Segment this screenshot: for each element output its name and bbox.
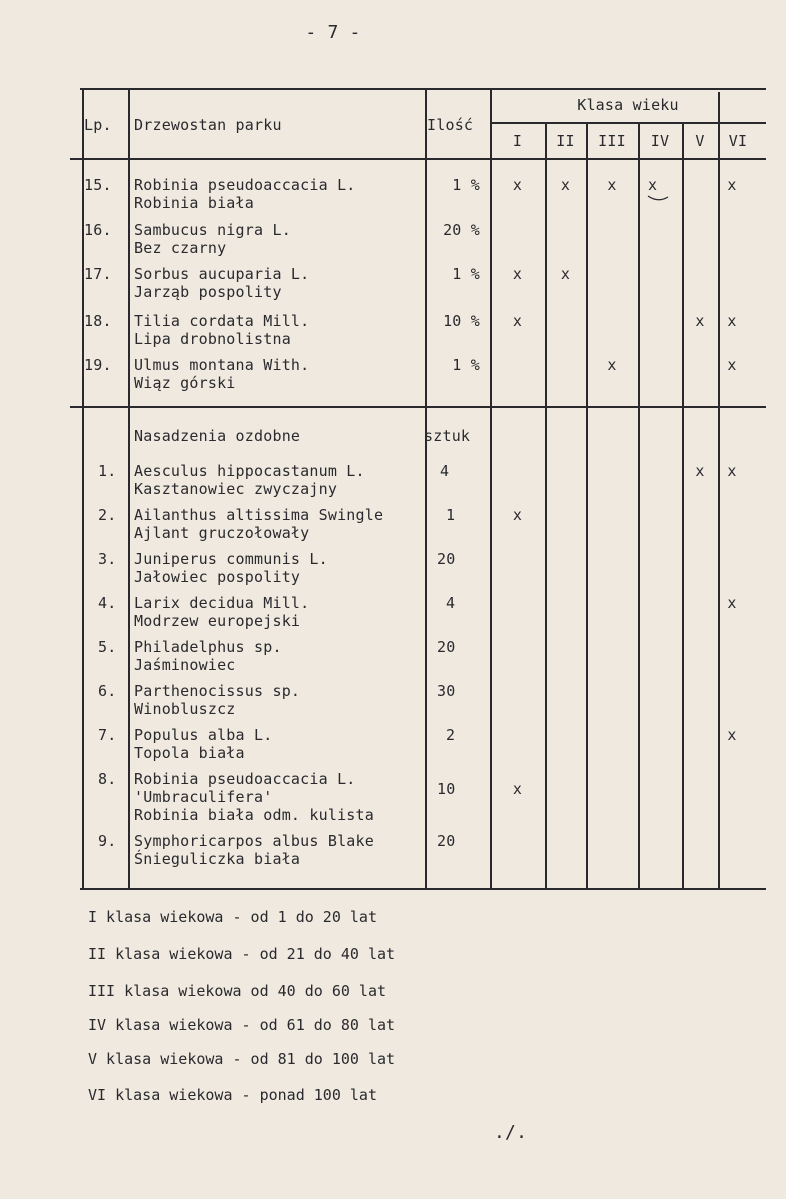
header-class-v: V <box>695 132 705 150</box>
header-class-iv: IV <box>650 132 670 150</box>
ornamental-7-qty: 2 <box>446 726 456 744</box>
ornamental-heading: Nasadzenia ozdobne <box>134 427 301 445</box>
ornamental-1-number: 1. <box>98 462 117 480</box>
header-class-iii: III <box>598 132 626 150</box>
tree-15-handwritten-mark <box>646 193 670 203</box>
age-class-rule <box>490 122 766 124</box>
ornamental-7-latin: Populus alba L. <box>134 726 273 744</box>
tree-18-mark-vi: x <box>727 312 737 330</box>
ornamental-8-mark-i: x <box>512 780 523 798</box>
ornamental-7-mark-vi: x <box>727 726 737 744</box>
ornamental-5-qty: 20 <box>437 638 456 656</box>
tree-19-number: 19. <box>84 356 112 374</box>
table-left-edge <box>82 88 84 889</box>
ornamental-1-latin: Aesculus hippocastanum L. <box>134 462 365 480</box>
ornamental-7-polish: Topola biała <box>134 744 245 762</box>
ornamental-8-qty: 10 <box>437 780 456 798</box>
column-rule-iii <box>638 122 640 889</box>
ornamental-4-number: 4. <box>98 594 117 612</box>
ornamental-2-number: 2. <box>98 506 117 524</box>
ornamental-8-cultivar: 'Umbraculifera' <box>134 788 273 806</box>
legend-class-i: I klasa wiekowa - od 1 do 20 lat <box>88 908 377 926</box>
ornamental-6-qty: 30 <box>437 682 456 700</box>
tree-18-qty: 10 % <box>443 312 480 330</box>
ornamental-1-polish: Kasztanowiec zwyczajny <box>134 480 338 498</box>
legend-class-iii: III klasa wiekowa od 40 do 60 lat <box>88 982 387 1000</box>
ornamental-4-polish: Modrzew europejski <box>134 612 301 630</box>
ornamental-1-mark-v: x <box>695 462 705 480</box>
tree-15-polish: Robinia biała <box>134 194 254 212</box>
tree-15-mark-i: x <box>512 176 523 194</box>
tree-16-qty: 20 % <box>443 221 480 239</box>
tree-18-latin: Tilia cordata Mill. <box>134 312 310 330</box>
tree-15-mark-vi: x <box>727 176 737 194</box>
tree-17-latin: Sorbus aucuparia L. <box>134 265 310 283</box>
tree-19-mark-vi: x <box>727 356 737 374</box>
tree-15-mark-iv: x <box>648 176 658 194</box>
ornamental-2-polish: Ajlant gruczołowały <box>134 524 310 542</box>
ornamental-3-polish: Jałowiec pospolity <box>134 568 301 586</box>
tree-16-number: 16. <box>84 221 112 239</box>
table-top-rule <box>80 88 766 90</box>
ornamental-6-polish: Winobluszcz <box>134 700 236 718</box>
continuation-mark: ./. <box>494 1122 528 1143</box>
ornamental-8-polish: Robinia biała odm. kulista <box>134 806 374 824</box>
tree-19-qty: 1 % <box>452 356 480 374</box>
header-age-class: Klasa wieku <box>577 96 679 114</box>
tree-19-polish: Wiąz górski <box>134 374 236 392</box>
ornamental-1-qty: 4 <box>440 462 450 480</box>
tree-18-mark-i: x <box>512 312 523 330</box>
header-lp: Lp. <box>84 116 112 134</box>
tree-15-number: 15. <box>84 176 112 194</box>
tree-17-polish: Jarząb pospolity <box>134 283 282 301</box>
ornamental-1-mark-vi: x <box>727 462 737 480</box>
ornamental-6-latin: Parthenocissus sp. <box>134 682 301 700</box>
column-rule-qty <box>490 88 492 889</box>
ornamental-2-qty: 1 <box>446 506 456 524</box>
ornamental-7-number: 7. <box>98 726 117 744</box>
ornamental-9-polish: Śnieguliczka biała <box>134 850 301 868</box>
column-rule-stand <box>425 88 427 889</box>
column-rule-i <box>545 122 547 889</box>
ornamental-3-number: 3. <box>98 550 117 568</box>
ornamental-5-latin: Philadelphus sp. <box>134 638 282 656</box>
legend-class-ii: II klasa wiekowa - od 21 do 40 lat <box>88 945 396 963</box>
header-bottom-rule <box>70 158 766 160</box>
tree-17-number: 17. <box>84 265 112 283</box>
ornamental-4-qty: 4 <box>446 594 456 612</box>
header-class-vi: VI <box>728 132 748 150</box>
ornamental-3-latin: Juniperus communis L. <box>134 550 328 568</box>
tree-18-polish: Lipa drobnolistna <box>134 330 291 348</box>
section-divider-rule <box>70 406 766 408</box>
page-number: - 7 - <box>305 22 361 43</box>
ornamental-9-number: 9. <box>98 832 117 850</box>
column-rule-v <box>718 92 720 889</box>
tree-15-mark-iii: x <box>607 176 617 194</box>
header-qty: Ilość <box>427 116 474 134</box>
ornamental-unit: sztuk <box>424 427 471 445</box>
ornamental-5-number: 5. <box>98 638 117 656</box>
tree-15-latin: Robinia pseudoaccacia L. <box>134 176 356 194</box>
tree-15-qty: 1 % <box>452 176 480 194</box>
ornamental-9-latin: Symphoricarpos albus Blake <box>134 832 374 850</box>
header-class-i: I <box>512 132 523 150</box>
tree-17-mark-ii: x <box>560 265 571 283</box>
ornamental-8-latin: Robinia pseudoaccacia L. <box>134 770 356 788</box>
ornamental-3-qty: 20 <box>437 550 456 568</box>
tree-16-polish: Bez czarny <box>134 239 227 257</box>
header-class-ii: II <box>556 132 575 150</box>
tree-19-latin: Ulmus montana With. <box>134 356 310 374</box>
ornamental-2-mark-i: x <box>512 506 523 524</box>
tree-19-mark-iii: x <box>607 356 617 374</box>
header-stand: Drzewostan parku <box>134 116 282 134</box>
table-bottom-rule <box>80 888 766 890</box>
legend-class-vi: VI klasa wiekowa - ponad 100 lat <box>88 1086 377 1104</box>
ornamental-6-number: 6. <box>98 682 117 700</box>
tree-17-qty: 1 % <box>452 265 480 283</box>
ornamental-4-latin: Larix decidua Mill. <box>134 594 310 612</box>
tree-16-latin: Sambucus nigra L. <box>134 221 291 239</box>
tree-15-mark-ii: x <box>560 176 571 194</box>
ornamental-5-polish: Jaśminowiec <box>134 656 236 674</box>
column-rule-iv <box>682 122 684 889</box>
tree-17-mark-i: x <box>512 265 523 283</box>
ornamental-4-mark-vi: x <box>727 594 737 612</box>
ornamental-2-latin: Ailanthus altissima Swingle <box>134 506 384 524</box>
tree-18-mark-v: x <box>695 312 705 330</box>
tree-18-number: 18. <box>84 312 112 330</box>
column-rule-lp <box>128 88 130 889</box>
legend-class-iv: IV klasa wiekowa - od 61 do 80 lat <box>88 1016 396 1034</box>
legend-class-v: V klasa wiekowa - od 81 do 100 lat <box>88 1050 396 1068</box>
ornamental-8-number: 8. <box>98 770 117 788</box>
ornamental-9-qty: 20 <box>437 832 456 850</box>
column-rule-ii <box>586 122 588 889</box>
